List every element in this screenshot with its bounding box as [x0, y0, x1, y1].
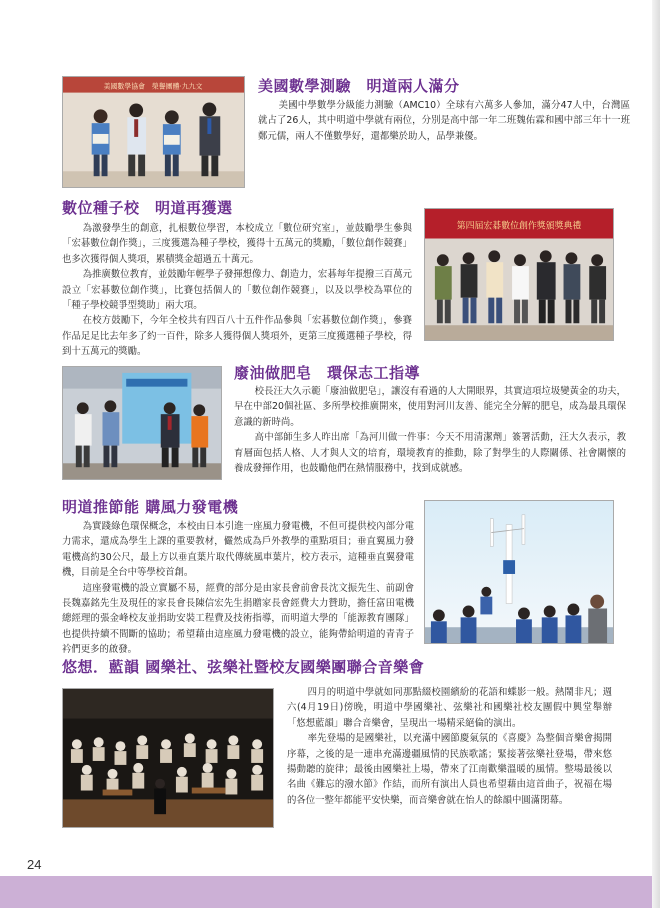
- acer-banner-text: 第四屆宏碁數位創作獎頒獎典禮: [456, 221, 582, 232]
- page-number: 24: [27, 857, 42, 872]
- paragraph: 校長汪大久示範「廢油做肥皂」，讓沒有看過的人大開眼界，其實這項垃圾變黃金的功夫，早在中部20個社區、多所學校推廣開來，使用對河川友善、能完全分解的肥皂，成為最具環保意識的新時尚。: [234, 386, 626, 428]
- paragraph: 為推廣數位教育，並鼓勵年輕學子發揮想像力、創造力，宏碁每年提撥三百萬元設立「宏碁數位創作獎」，比賽包括個人的「數位創作競賽」，以及以學校為單位的「種子學校競爭型獎助」兩大項。: [62, 269, 412, 312]
- page-edge-shadow: [652, 0, 660, 908]
- paragraph: 為實踐綠色環保概念，本校由日本引進一座風力發電機，不但可提供校內部分電力需求，還成為學生上課的重要教材，儼然成為戶外教學的重點項目；垂直翼風力發電機高約30公尺，最上方以垂直葉片取代傳統風車葉片，校方表示，這種垂直翼發電機，目前是全台中等學校首創。: [62, 521, 414, 579]
- wind-turbine-photo: [424, 500, 614, 644]
- paragraph: 這座發電機的設立實屬不易，經費的部分是由家長會前會長沈文振先生、前副會長魏嘉銘先生及現任的家長會長陳信宏先生捐贈家長會經費大力贊助，擔任富田電機總經理的張金峰校友並捐助安裝工程費及技術指導，而明道大學的「能源教育團隊」也提供持續不間斷的協助；希望藉由這座風力發電機的設立，能夠帶給明道的青青子衿們更多的啟發。: [62, 582, 414, 656]
- section-body-wind: [62, 519, 414, 658]
- paragraph: 美國中學數學分級能力測驗（AMC10）全球有六萬多人參加，滿分47人中，台灣區就占了26人，其中明道中學就有兩位，分別是高中部一年二班魏佑霖和國中部三年十一班鄭元儒，兩人不僅數學好，還都樂於助人，品學兼優。: [258, 100, 630, 142]
- paragraph: 率先登場的是國樂社，以充滿中國節慶氣氛的《喜慶》為整個音樂會揭開序幕，之後的是一連串充滿邊疆風情的民族歌謠；緊接著弦樂社登場，帶來悠揚動聽的旋律；最後由國樂社上場，帶來了江南歡樂溫暖的風情。整場最後以名曲《難忘的潑水節》作結，而所有演出人員也希望藉由這首曲子，祝福在場的各位一整年都能平安快樂，而音樂會就在怡人的餘韻中圓滿閉幕。: [287, 733, 612, 806]
- section-title-digital: 數位種子校 明道再獲選: [62, 199, 233, 217]
- math-banner-text: 美國數學協會 榮譽團體·九九文: [103, 82, 203, 91]
- section-title-math: 美國數學測驗 明道兩人滿分: [258, 77, 460, 95]
- section-body-math: [258, 98, 630, 144]
- paragraph: 在校方鼓勵下，今年全校共有四百八十五件作品參與「宏碁數位創作獎」，參賽作品足足比去年多了約一百件，除多人獲得個人獎項外，更第三度獲選種子學校，得到十五萬元的獎勵。: [62, 315, 412, 358]
- section-title-soap: 廢油做肥皂 環保志工指導: [234, 364, 421, 382]
- math-award-photo: [62, 76, 245, 188]
- soap-event-photo: [62, 366, 222, 480]
- concert-photo: [62, 688, 274, 828]
- acer-award-photo: [424, 208, 614, 341]
- section-body-digital: [62, 221, 412, 360]
- paragraph: 四月的明道中學就如同那點綴校園繽紛的花語和蝶影一般。熱鬧非凡；週六(4月19日)傍晚，明道中學國樂社、弦樂社和國樂社校友團假中興堂舉辦「悠想藍韻」聯合音樂會，呈現出一場精采絕倫的演出。: [287, 687, 612, 729]
- paragraph: 為激發學生的創意，扎根數位學習，本校成立「數位研究室」，並鼓勵學生參與「宏碁數位創作獎」，三度獲選為種子學校，獲得十五萬元的獎勵，「數位創作競賽」也多次獲得個人獎項，累積獎金超過五十萬元。: [62, 223, 412, 265]
- section-body-concert: [287, 685, 612, 808]
- paragraph: 高中部師生多人昨出席「為河川做一件事：今天不用清潔劑」簽署活動，汪大久表示，教育層面包括人格、人才與人文的培育，環境教育的推動，除了對學生的人際關係、社會關懷的養成發揮作用，也鼓勵他們在熱情服務中，找到成就感。: [234, 432, 626, 475]
- section-title-concert: 悠想．藍韻 國樂社、弦樂社暨校友國樂團聯合音樂會: [62, 658, 425, 676]
- section-body-soap: [234, 384, 626, 476]
- section-title-wind: 明道推節能 購風力發電機: [62, 498, 239, 516]
- footer-band: [0, 876, 652, 908]
